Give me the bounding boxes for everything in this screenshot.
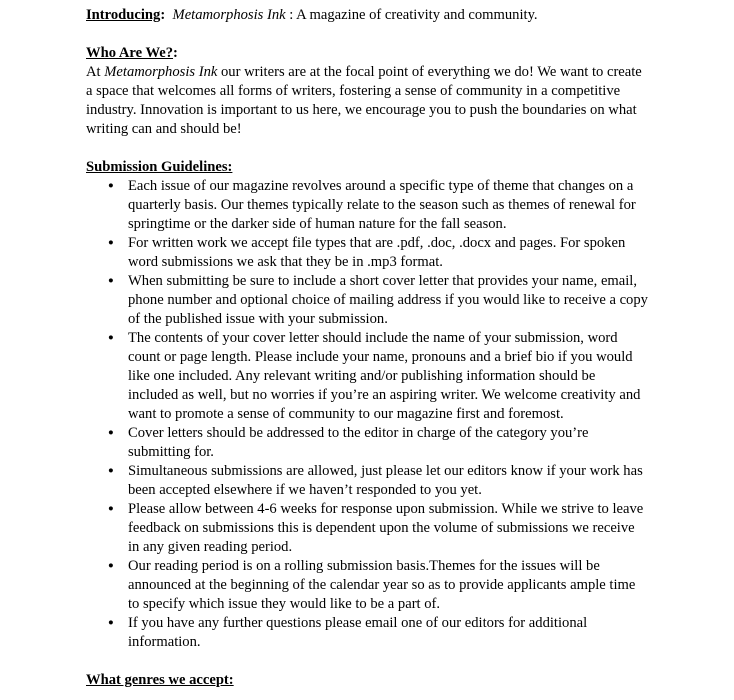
submission-guidelines-heading-text: Submission Guidelines:: [86, 159, 233, 175]
list-item-text: Please allow between 4-6 weeks for response upon submission. While we strive to leave feedback on submissions this is dependent upon the volume of submissions we receive in any given reading period.: [128, 501, 644, 555]
genres-heading-text: What genres we accept:: [86, 672, 234, 688]
introducing-label-colon: :: [160, 7, 166, 23]
who-are-we-paragraph: [86, 63, 648, 139]
list-item-text: Simultaneous submissions are allowed, just please let our editors know if your work has been accepted elsewhere if we haven’t responded to you yet.: [128, 463, 643, 498]
who-are-we-paragraph-before: At: [86, 64, 105, 80]
list-item-text: Each issue of our magazine revolves around a specific type of theme that changes on a quarterly basis. Our themes typically relate to the season such as themes of renewal for springtime or the darker side of human nature for the fall season.: [128, 178, 636, 232]
who-are-we-heading: [86, 44, 648, 63]
introducing-line: [86, 6, 648, 25]
magazine-name-intro: Metamorphosis Ink: [172, 7, 286, 23]
magazine-name-body: Metamorphosis Ink: [104, 64, 218, 80]
list-item: [86, 177, 648, 234]
spacer-after-who-are-we: [86, 139, 648, 158]
list-item-text: Our reading period is on a rolling submission basis.Themes for the issues will be announced at the beginning of the calendar year so as to provide applicants ample time to specify which issue they would like to be a part of.: [128, 558, 636, 612]
list-item-text: For written work we accept file types that are .pdf, .doc, .docx and pages. For spoken word submissions we ask that they be in .mp3 format.: [128, 235, 626, 270]
introducing-tagline: : A magazine of creativity and community.: [289, 7, 538, 23]
list-item: [86, 614, 648, 652]
submission-guidelines-heading: [86, 158, 648, 177]
list-item: [86, 234, 648, 272]
submission-guidelines-list: [86, 177, 648, 652]
list-item: [86, 557, 648, 614]
list-item: [86, 272, 648, 329]
list-item: [86, 329, 648, 424]
who-are-we-heading-text: Who Are We?: [86, 45, 174, 61]
list-item: [86, 424, 648, 462]
list-item-text: When submitting be sure to include a short cover letter that provides your name, email, phone number and optional choice of mailing address if you would like to receive a copy of the published issue with your submission.: [128, 273, 648, 327]
list-item-text: The contents of your cover letter should include the name of your submission, word count or page length. Please include your name, pronouns and a brief bio if you would like one included. Any relevant writing and/or publishing information should be included as well, but no worries if you’re an aspiring writer. We welcome creativity and want to promote a sense of community to our magazine first and foremost.: [128, 330, 641, 422]
list-item-text: If you have any further questions please email one of our editors for additional information.: [128, 615, 588, 650]
list-item-text: Cover letters should be addressed to the editor in charge of the category you’re submitting for.: [128, 425, 589, 460]
introducing-label: Introducing: [86, 7, 161, 23]
list-item: [86, 500, 648, 557]
who-are-we-paragraph-after: our writers are at the focal point of everything we do! We want to create a space that welcomes all forms of writers, fostering a sense of community in a competitive industry. Innovation is important to us here, we encourage you to push the boundaries on what writing can and should be!: [86, 64, 642, 137]
genres-heading: [86, 671, 648, 690]
spacer-after-intro: [86, 25, 648, 44]
who-are-we-heading-colon: :: [173, 45, 178, 61]
list-item: [86, 462, 648, 500]
